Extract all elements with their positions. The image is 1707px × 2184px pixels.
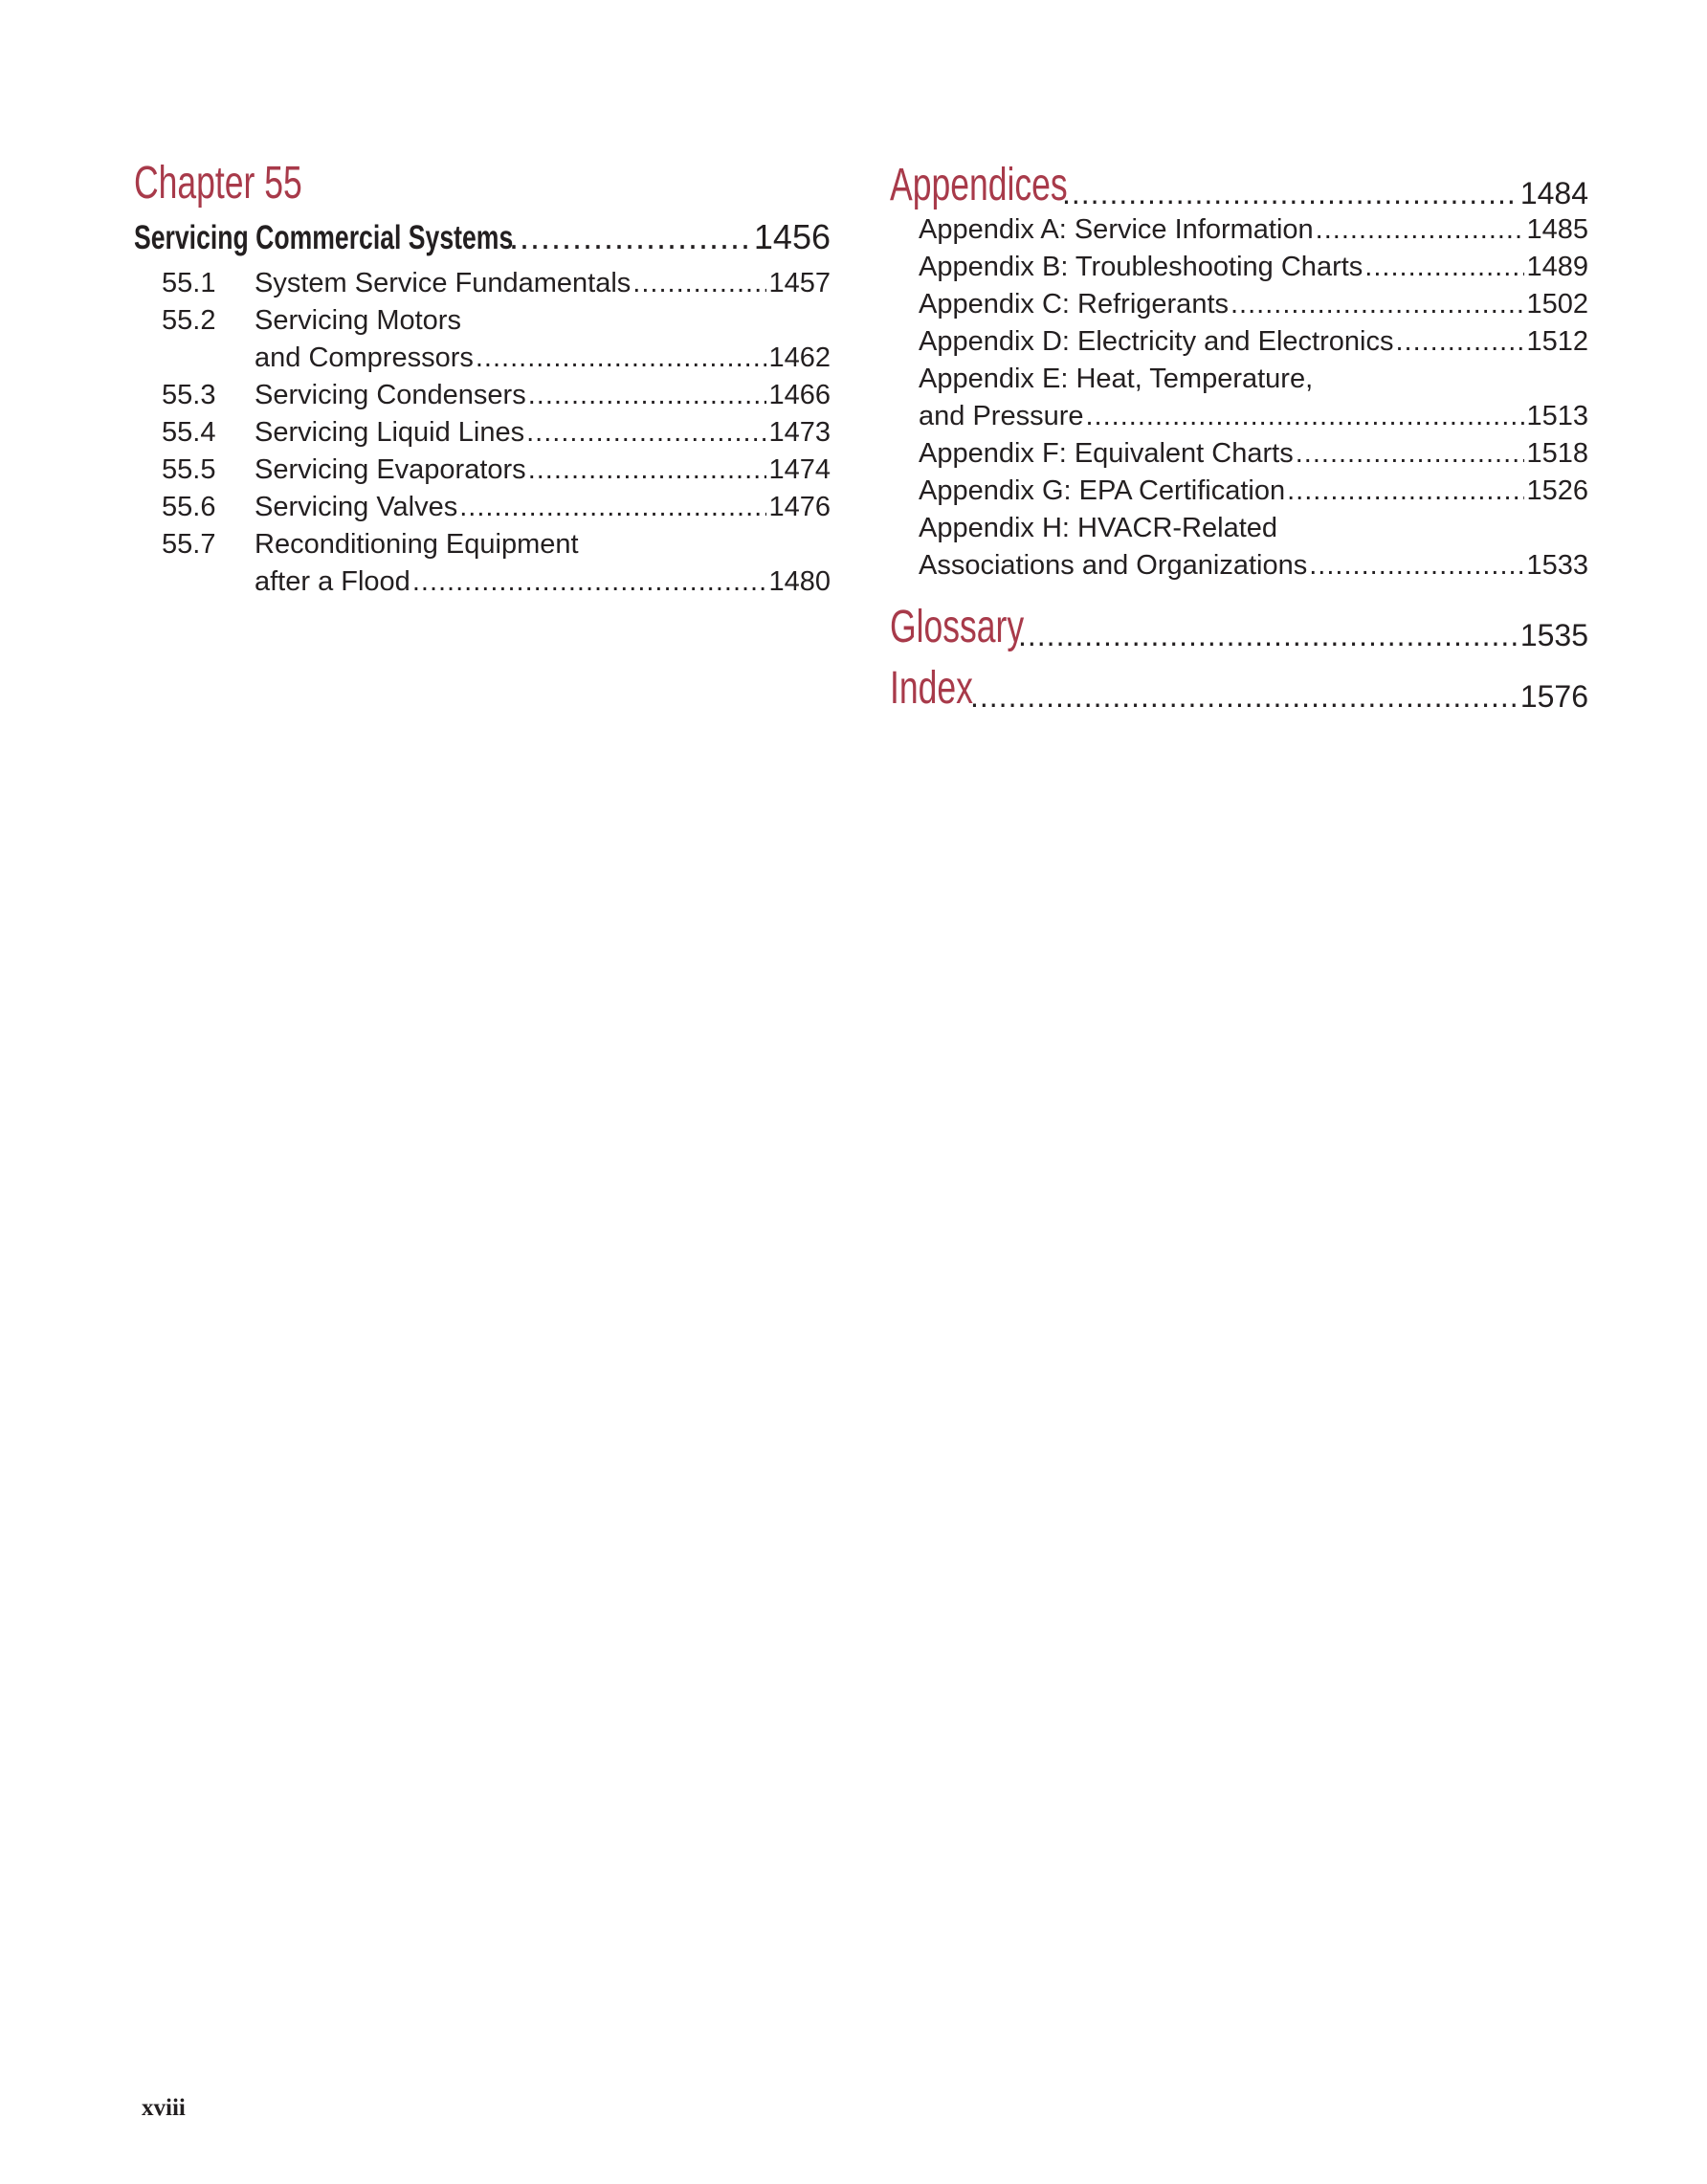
appendix-title: Appendix E: Heat, Temperature,	[919, 364, 1314, 394]
appendix-entry[interactable]	[919, 323, 1588, 361]
section-entry[interactable]	[134, 452, 831, 489]
leader-dots	[526, 414, 766, 452]
section-entry[interactable]	[134, 414, 831, 452]
appendix-row	[919, 435, 1588, 473]
chapter-label: Chapter 55	[134, 158, 302, 209]
section-row	[255, 452, 831, 489]
section-page: 1474	[768, 454, 831, 485]
index-entry[interactable]	[890, 659, 1588, 715]
index-page: 1576	[1519, 679, 1588, 714]
appendix-row	[919, 286, 1588, 323]
appendix-entry[interactable]	[919, 286, 1588, 323]
glossary-label: Glossary	[890, 602, 1025, 652]
section-title: System Service Fundamentals	[255, 268, 632, 298]
section-page: 1462	[768, 342, 831, 373]
leader-dots	[1309, 547, 1524, 585]
appendix-row	[919, 249, 1588, 286]
section-number: 55.1	[162, 268, 216, 298]
appendix-entry[interactable]	[919, 510, 1588, 585]
appendix-page: 1526	[1526, 475, 1588, 506]
chapter-page: 1456	[753, 217, 831, 256]
leader-dots	[1364, 249, 1524, 286]
appendix-page: 1512	[1526, 326, 1588, 357]
section-number: 55.6	[162, 492, 216, 522]
section-row	[255, 414, 831, 452]
section-title: Servicing Liquid Lines	[255, 417, 525, 448]
section-number: 55.4	[162, 417, 216, 448]
toc-left-column	[134, 156, 831, 601]
appendix-row	[919, 473, 1588, 510]
leader-dots	[1062, 176, 1519, 211]
section-page: 1457	[768, 268, 831, 298]
leader-dots	[1296, 435, 1525, 473]
leader-dots	[970, 679, 1519, 715]
page-folio: xviii	[142, 2095, 186, 2121]
section-title-cont: and Compressors	[255, 342, 474, 373]
appendix-page: 1502	[1526, 289, 1588, 320]
appendices-entry[interactable]	[890, 156, 1588, 211]
appendix-title: Appendix H: HVACR-Related	[919, 513, 1278, 543]
section-row	[255, 265, 831, 302]
section-page: 1473	[768, 417, 831, 448]
toc-right-column	[890, 156, 1588, 715]
section-row	[255, 377, 831, 414]
appendix-row	[919, 211, 1588, 249]
appendix-title-cont: Associations and Organizations	[919, 550, 1308, 581]
leader-dots	[528, 377, 767, 414]
leader-dots	[1287, 473, 1524, 510]
appendix-title: Appendix F: Equivalent Charts	[919, 438, 1294, 469]
appendix-page: 1485	[1526, 214, 1588, 245]
appendix-entry[interactable]	[919, 249, 1588, 286]
leader-dots	[528, 452, 767, 489]
leader-dots	[412, 563, 767, 601]
appendix-title: Appendix A: Service Information	[919, 214, 1314, 245]
appendices-label: Appendices	[890, 160, 1068, 210]
appendix-entry[interactable]	[919, 361, 1588, 435]
leader-dots	[1018, 618, 1519, 653]
leader-dots	[1316, 211, 1525, 249]
appendix-entry[interactable]	[919, 473, 1588, 510]
section-row	[255, 340, 831, 377]
section-entry[interactable]	[134, 302, 831, 377]
leader-dots	[1395, 323, 1524, 361]
glossary-page: 1535	[1519, 618, 1588, 652]
appendix-title: Appendix B: Troubleshooting Charts	[919, 252, 1363, 282]
section-title: Servicing Motors	[255, 305, 461, 336]
section-number: 55.2	[162, 305, 216, 336]
section-number: 55.7	[162, 529, 216, 560]
appendix-page: 1489	[1526, 252, 1588, 282]
appendix-row	[919, 323, 1588, 361]
section-page: 1466	[768, 380, 831, 410]
appendix-entry[interactable]	[919, 435, 1588, 473]
section-number: 55.3	[162, 380, 216, 410]
section-title: Reconditioning Equipment	[255, 529, 579, 560]
section-list	[134, 265, 831, 601]
appendix-entry[interactable]	[919, 211, 1588, 249]
appendix-row	[919, 398, 1588, 435]
leader-dots	[509, 217, 752, 257]
section-page: 1480	[768, 566, 831, 597]
section-entry[interactable]	[134, 489, 831, 526]
leader-dots	[1230, 286, 1524, 323]
appendix-page: 1513	[1526, 401, 1588, 431]
appendix-title-cont: and Pressure	[919, 401, 1084, 431]
leader-dots	[476, 340, 767, 377]
appendix-list	[890, 211, 1588, 585]
section-title: Servicing Valves	[255, 492, 458, 522]
section-title: Servicing Evaporators	[255, 454, 526, 485]
appendix-title: Appendix G: EPA Certification	[919, 475, 1286, 506]
section-entry[interactable]	[134, 377, 831, 414]
appendix-row	[919, 547, 1588, 585]
appendix-page: 1518	[1526, 438, 1588, 469]
section-row	[255, 563, 831, 601]
leader-dots	[1086, 398, 1525, 435]
appendix-title: Appendix C: Refrigerants	[919, 289, 1229, 320]
chapter-title-entry[interactable]	[134, 217, 831, 265]
glossary-entry[interactable]	[890, 598, 1588, 653]
appendices-page: 1484	[1519, 176, 1588, 210]
chapter-title: Servicing Commercial Systems	[134, 219, 514, 256]
section-entry[interactable]	[134, 265, 831, 302]
leader-dots	[632, 265, 766, 302]
appendix-title: Appendix D: Electricity and Electronics	[919, 326, 1394, 357]
section-entry[interactable]	[134, 526, 831, 601]
section-number: 55.5	[162, 454, 216, 485]
section-row	[255, 489, 831, 526]
index-label: Index	[890, 663, 973, 714]
appendix-page: 1533	[1526, 550, 1588, 581]
leader-dots	[459, 489, 766, 526]
section-title: Servicing Condensers	[255, 380, 526, 410]
section-title-cont: after a Flood	[255, 566, 410, 597]
section-page: 1476	[768, 492, 831, 522]
